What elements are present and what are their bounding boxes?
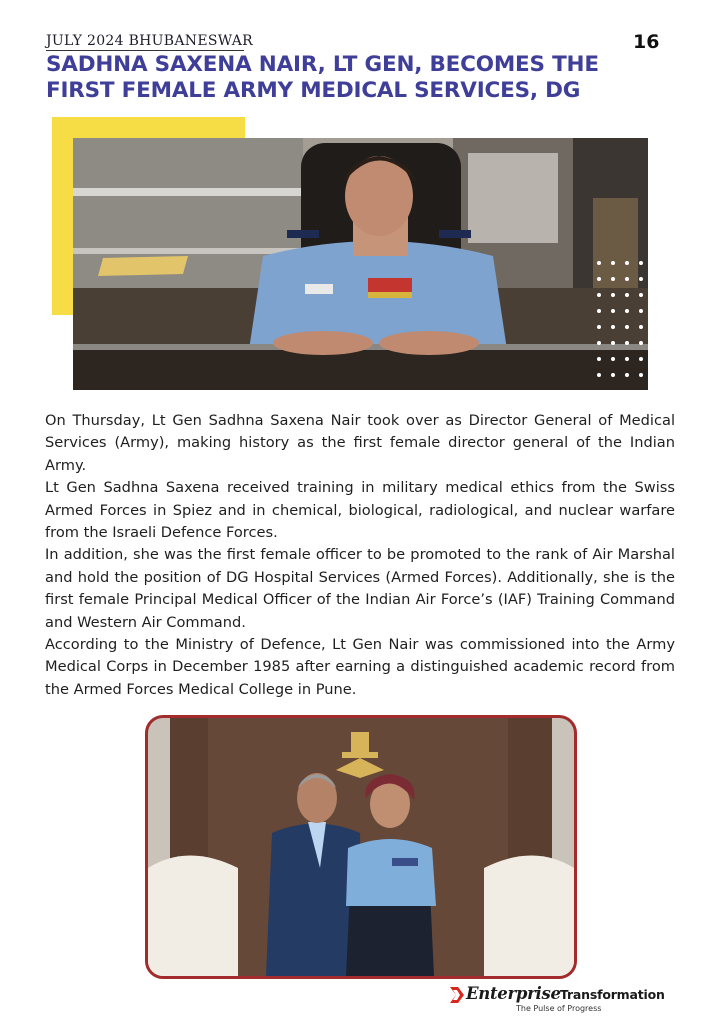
headline-line-1: SADHNA SAXENA NAIR, LT GEN, BECOMES THE [46, 52, 599, 77]
article-body [45, 410, 675, 701]
enterprise-logo-icon [450, 987, 464, 1003]
meeting-photo-frame [145, 715, 577, 979]
page-number: 16 [633, 31, 660, 53]
article-paragraph-4: According to the Ministry of Defence, Lt Gen Nair was commissioned into the Army Medical Corps in December 1985 after earning a distinguished academic record from the Armed Forces Medical College in Pune. [45, 636, 675, 698]
meeting-photo-illustration [148, 718, 574, 976]
edition-underline [46, 50, 244, 51]
office-portrait-illustration [73, 138, 648, 390]
brand-secondary-text: Transformation [560, 987, 665, 1002]
article-paragraph-2: Lt Gen Sadhna Saxena received training in military medical ethics from the Swiss Armed Forces in Spiez and in chemical, biological, radiological, and nuclear warfare from the Israeli Defence Forces. [45, 479, 675, 542]
accent-bar-top [52, 117, 245, 138]
accent-bar-left [52, 117, 73, 315]
brand-footer [450, 986, 676, 1018]
article-paragraph-1: On Thursday, Lt Gen Sadhna Saxena Nair took over as Director General of Medical Services (Army), making history as the first female director general of the Indian Army. [45, 412, 675, 474]
brand-primary-text: Enterprise [466, 984, 561, 1003]
headline-line-2: FIRST FEMALE ARMY MEDICAL SERVICES, DG [46, 78, 581, 103]
edition-line: JULY 2024 BHUBANESWAR [46, 33, 253, 49]
office-portrait-photo [73, 138, 648, 390]
article-paragraph-3: In addition, she was the first female officer to be promoted to the rank of Air Marshal and hold the position of DG Hospital Services (Armed Forces). Additionally, she is the first female Principal Medical Officer of the Indian Air Force’s (IAF) Training Command and Western Air Command. [45, 546, 675, 631]
article-headline [46, 52, 676, 104]
decorative-dot-grid [593, 255, 649, 390]
brand-tagline: The Pulse of Progress [516, 1004, 602, 1013]
